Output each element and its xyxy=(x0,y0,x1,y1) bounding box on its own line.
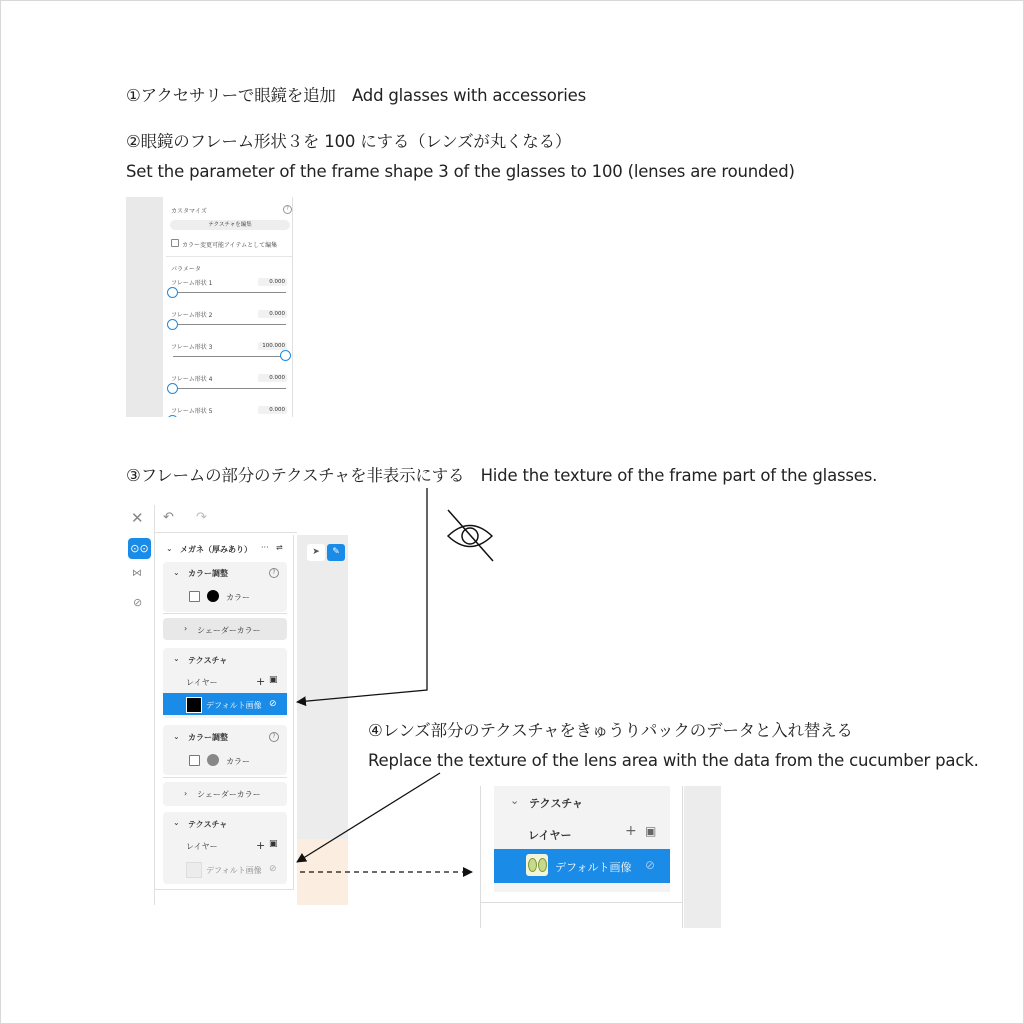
texture-label: テクスチャ xyxy=(188,656,228,665)
arrow-step4 xyxy=(297,773,440,862)
param-value[interactable]: 0.000 xyxy=(258,310,287,318)
default-image-label: デフォルト画像 xyxy=(206,866,262,875)
help-icon[interactable]: ? xyxy=(269,568,279,578)
hidden-item-icon[interactable]: ⊘ xyxy=(133,596,143,609)
layer-label: レイヤー xyxy=(186,842,218,851)
help-icon[interactable]: ? xyxy=(269,732,279,742)
color-adjust-label: カラー調整 xyxy=(188,733,228,742)
chevron-down-icon[interactable]: ⌄ xyxy=(173,654,180,663)
add-layer-icon[interactable]: + xyxy=(256,675,266,688)
item-title: メガネ（厚みあり） xyxy=(180,545,252,554)
step-2-text-jp: ②眼鏡のフレーム形状３を 100 にする（レンズが丸くなる） xyxy=(126,132,572,151)
redo-icon[interactable]: ↷ xyxy=(196,510,207,525)
step-4-text-en: Replace the texture of the lens area with the data from the cucumber pack. xyxy=(368,751,979,770)
step-1-text: ①アクセサリーで眼鏡を追加 Add glasses with accessories xyxy=(126,86,587,105)
pen-tool-icon[interactable]: ✎ xyxy=(327,544,345,561)
undo-icon[interactable]: ↶ xyxy=(163,510,174,525)
param-value[interactable]: 0.000 xyxy=(258,406,287,414)
collapse-chevron-icon[interactable]: ⌄ xyxy=(166,544,173,553)
settings-sliders-icon[interactable]: ⇌ xyxy=(276,543,283,552)
chevron-right-icon[interactable]: › xyxy=(184,624,188,633)
eye-hidden-icon[interactable]: ⊘ xyxy=(645,858,656,872)
texture-label: テクスチャ xyxy=(529,797,583,810)
color-label: カラー xyxy=(226,757,250,766)
edit-texture-button[interactable]: テクスチャを編集 xyxy=(170,220,290,230)
chevron-right-icon[interactable]: › xyxy=(184,789,188,798)
params-label: パラメータ xyxy=(171,266,201,273)
eye-hidden-icon xyxy=(448,510,493,561)
add-image-icon[interactable]: ▣ xyxy=(269,839,278,849)
step-2-text-en: Set the parameter of the frame shape 3 of the glasses to 100 (lenses are rounded) xyxy=(126,162,795,181)
close-icon[interactable]: ✕ xyxy=(131,509,144,527)
shader-color-label: シェーダーカラー xyxy=(197,626,261,635)
add-layer-icon[interactable]: + xyxy=(256,839,266,852)
texture-label: テクスチャ xyxy=(188,820,228,829)
customize-label: カスタマイズ xyxy=(171,208,207,215)
param-label: フレーム形状 1 xyxy=(171,280,213,287)
color-label: カラー xyxy=(226,593,250,602)
color-editable-label: カラー変更可能アイテムとして編集 xyxy=(182,242,278,249)
more-icon[interactable]: ··· xyxy=(261,543,269,552)
step-3-text: ③フレームの部分のテクスチャを非表示にする Hide the texture of the frame part of the glasses. xyxy=(126,466,878,485)
param-label: フレーム形状 2 xyxy=(171,312,213,319)
layer-label: レイヤー xyxy=(528,829,572,842)
chevron-down-icon[interactable]: ⌄ xyxy=(173,818,180,827)
default-image-label: デフォルト画像 xyxy=(555,861,632,874)
param-value[interactable]: 0.000 xyxy=(258,278,287,286)
param-label: フレーム形状 3 xyxy=(171,344,213,351)
param-label: フレーム形状 4 xyxy=(171,376,213,383)
layer-label: レイヤー xyxy=(186,678,218,687)
pointer-tool-icon[interactable]: ➤ xyxy=(307,544,325,561)
color-adjust-label: カラー調整 xyxy=(188,569,228,578)
help-icon[interactable]: ? xyxy=(283,205,292,214)
default-image-label: デフォルト画像 xyxy=(206,701,262,710)
arrow-step3 xyxy=(297,488,427,702)
eye-hidden-icon[interactable]: ⊘ xyxy=(269,699,277,709)
chevron-down-icon[interactable]: ⌄ xyxy=(173,732,180,741)
step-4-text-jp: ④レンズ部分のテクスチャをきゅうりパックのデータと入れ替える xyxy=(368,721,853,740)
bowtie-icon[interactable]: ⋈ xyxy=(132,568,142,579)
param-value[interactable]: 0.000 xyxy=(258,374,287,382)
param-label: フレーム形状 5 xyxy=(171,408,213,415)
chevron-down-icon[interactable]: ⌄ xyxy=(510,794,520,807)
shader-color-label: シェーダーカラー xyxy=(197,790,261,799)
chevron-down-icon[interactable]: ⌄ xyxy=(173,568,180,577)
add-image-icon[interactable]: ▣ xyxy=(269,675,278,685)
add-image-icon[interactable]: ▣ xyxy=(645,824,657,838)
eye-hidden-icon[interactable]: ⊘ xyxy=(269,864,277,874)
glasses-icon[interactable]: ⊙⊙ xyxy=(128,538,151,559)
param-value[interactable]: 100.000 xyxy=(258,342,287,350)
add-layer-icon[interactable]: + xyxy=(625,823,637,839)
